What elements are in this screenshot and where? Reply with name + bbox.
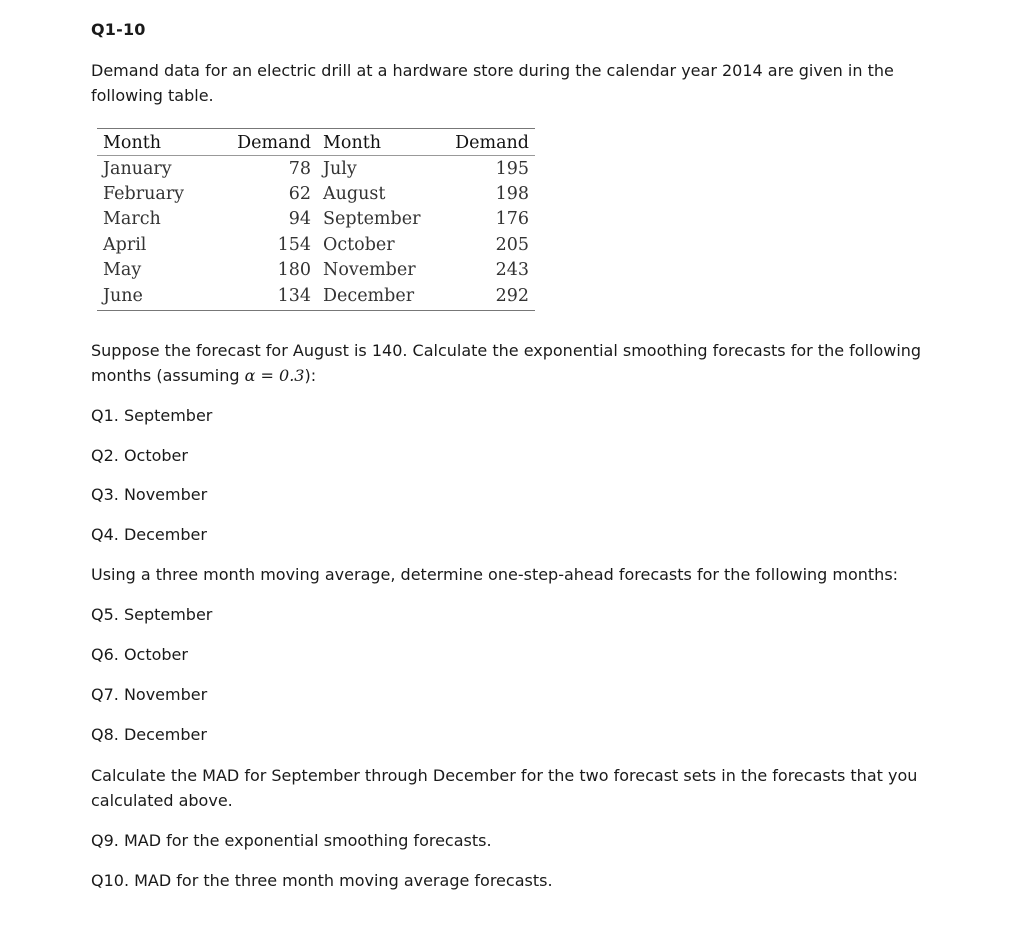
table-row [97,232,535,257]
table-row [97,207,535,232]
table-header-row [97,129,535,156]
question-4: Q4. December [91,525,207,544]
question-9: Q9. MAD for the exponential smoothing forecasts. [91,831,492,850]
demand-cell: 180 [277,260,311,281]
month-cell: September [323,209,421,230]
demand-cell: 243 [495,260,529,281]
table-row [97,283,535,310]
month-cell: July [323,158,357,179]
mad-instructions: Calculate the MAD for September through December for the two forecast sets in the forecasts that you calculated above. [91,766,918,810]
demand-cell: 94 [288,209,311,230]
demand-table [97,128,535,311]
intro-paragraph: Demand data for an electric drill at a hardware store during the calendar year 2014 are given in the following table. [91,61,894,105]
smoothing-instructions [91,338,931,388]
month-cell: November [323,260,416,281]
demand-cell: 78 [288,158,311,179]
column-header-demand: Demand [439,129,535,156]
month-cell: February [103,184,185,205]
demand-cell: 176 [495,209,529,230]
smoothing-text-end: ): [304,366,317,385]
demand-cell: 134 [277,285,311,306]
question-1: Q1. September [91,406,213,425]
question-5: Q5. September [91,605,213,624]
column-header-month: Month [317,129,439,156]
demand-cell: 205 [495,234,529,255]
month-cell: May [103,260,142,281]
month-cell: August [323,184,386,205]
question-3: Q3. November [91,485,208,504]
month-cell: March [103,209,161,230]
question-6: Q6. October [91,645,188,664]
question-2: Q2. October [91,446,188,465]
demand-cell: 62 [288,184,311,205]
demand-cell: 154 [277,234,311,255]
question-8: Q8. December [91,725,207,744]
smoothing-text: Suppose the forecast for August is 140. Calculate the exponential smoothing forecasts for the following months (assuming [91,341,922,385]
question-10: Q10. MAD for the three month moving average forecasts. [91,871,553,890]
month-cell: June [103,285,143,306]
column-header-demand: Demand [207,129,317,156]
table-row [97,181,535,206]
month-cell: April [103,234,147,255]
month-cell: January [103,158,172,179]
column-header-month: Month [97,129,207,156]
alpha-expression: α = 0.3 [244,366,305,385]
table-row [97,258,535,283]
question-7: Q7. November [91,685,208,704]
table-row [97,156,535,182]
month-cell: December [323,285,415,306]
section-heading: Q1-10 [91,20,146,39]
moving-average-instructions: Using a three month moving average, determine one-step-ahead forecasts for the following months: [91,565,899,584]
month-cell: October [323,234,395,255]
demand-cell: 198 [495,184,529,205]
demand-cell: 195 [495,158,529,179]
demand-cell: 292 [495,285,529,306]
